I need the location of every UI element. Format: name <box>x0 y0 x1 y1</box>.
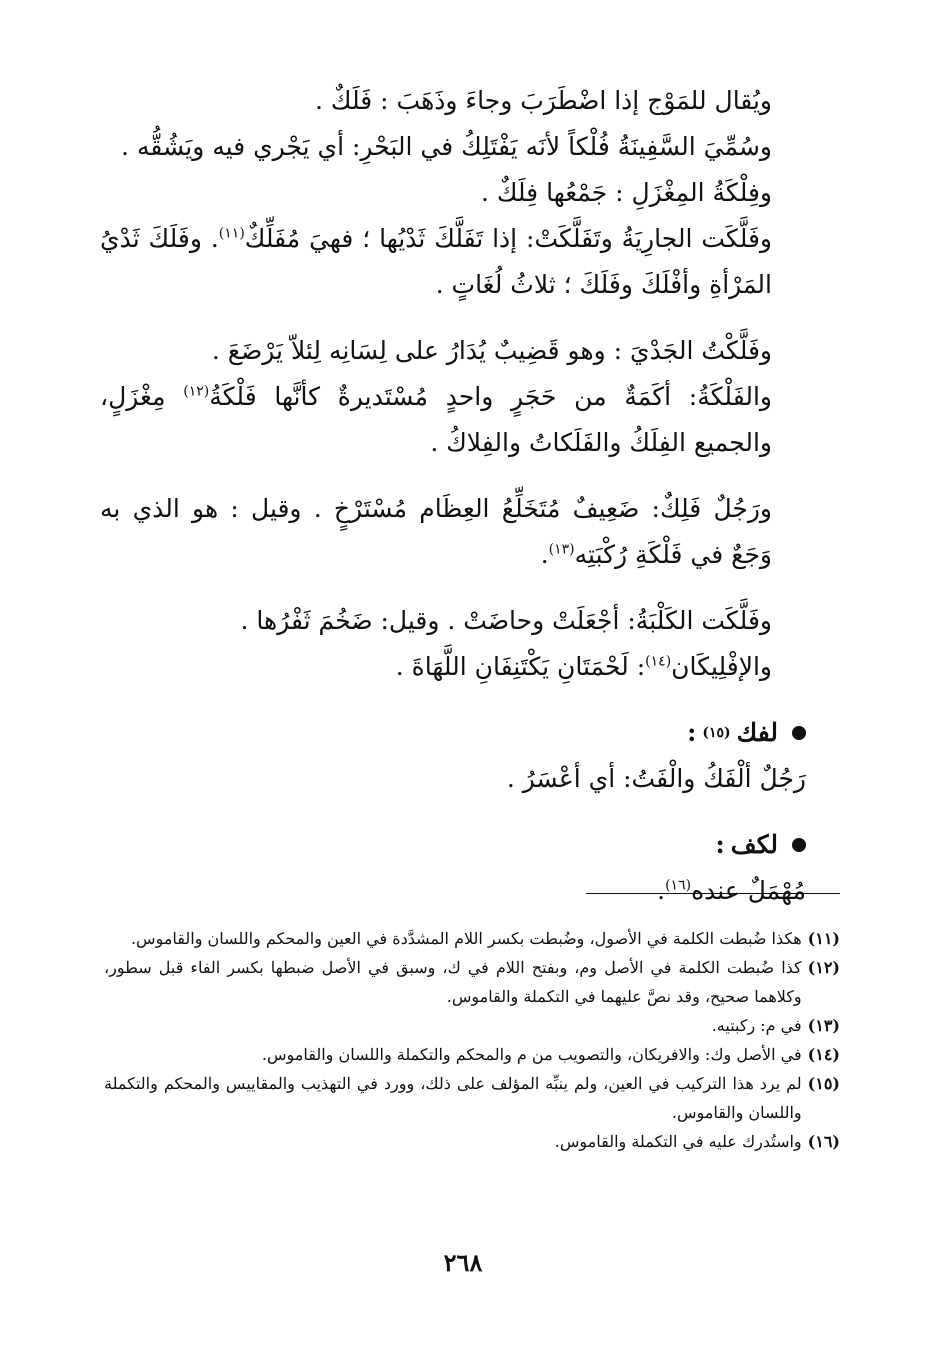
footnote-15: (١٥) لم يرد هذا التركيب في العين، ولم ينبِّه المؤلف على ذلك، وورد في التهذيب والمقاييس والمحكم والتكملة واللسان والقاموس. <box>104 1074 840 1122</box>
page-number: ٢٦٨ <box>443 1248 483 1277</box>
paragraph-kalba: وفَلَّكَت الكَلْبَةُ: أجْعَلَتْ وحاضَتْ . وقيل: ضَخُمَ ثَفْرُها . <box>240 606 772 635</box>
paragraph-muhmal: مُهْمَلٌ عنده$^{(١٦)}$. <box>657 876 806 905</box>
paragraph-safina: وسُمِّيَ السَّفِينَةُ فُلْكاً لأنَه يَفْتَلِكُ في البَحْرِ: أي يَجْري فيه ويَشُقُّه . <box>121 132 772 161</box>
paragraph-filkat-mighzal: وفِلْكَةُ المِغْزَلِ : جَمْعُها فِلَكٌ . <box>480 178 772 207</box>
footnote-12: (١٢) كذا ضُبطت الكلمة في الأصل وم، وبفتح اللام في ك، وسبق في الأصل ضبطها بكسر الفاء قبل سطور، وكلاهما صحيح، وقد نصَّ عليهما في التكملة والقاموس. <box>104 958 840 1006</box>
footnote-14: (١٤) في الأصل وك: والافريكان، والتصويب من م والمحكم والتكملة واللسان والقاموس. <box>261 1045 840 1064</box>
footnotes <box>104 924 840 1156</box>
paragraph-iflikan: والإفْلِيكَان$^{(١٤)}$: لَحْمَتَانِ يَكْتَنِفَانِ اللَّهَاةَ . <box>395 652 772 681</box>
entry-heading-label: لفك <box>736 718 778 747</box>
spacer <box>100 466 806 486</box>
entry-heading-lakaf: لكف : <box>100 822 806 868</box>
entry-heading-lafak: لفك (١٥) : <box>100 710 806 756</box>
paragraph-jady: وفَلَّكْتُ الجَدْيَ : وهو قَضِيبٌ يُدَارُ على لِسَانِه لِئلاّ يَرْضَعَ . <box>211 336 772 365</box>
entry-heading-label: لكف <box>730 830 778 859</box>
paragraph-falka: والفَلْكَةُ: أكَمَةٌ من حَجَرٍ واحدٍ مُسْتَديرةٌ كأنَّها فَلْكَةُ$^{(١٢)}$ مِغْزَلٍ، والجميع الفِلَكُ والفَلَكاتُ والفِلاكُ . <box>100 382 772 457</box>
bullet-icon <box>792 726 806 740</box>
footnote-13: (١٣) في م: ركبتيه. <box>711 1016 840 1035</box>
paragraph-alfak: رَجُلٌ ألْفَكُ والْفَتُ: أي أعْسَرُ . <box>506 764 806 793</box>
footnote-ref-11[interactable]: (١١) <box>218 225 245 242</box>
footnote-ref-13[interactable]: (١٣) <box>548 541 575 558</box>
spacer <box>100 802 806 822</box>
main-text <box>100 78 806 914</box>
footnote-ref-14[interactable]: (١٤) <box>645 653 672 670</box>
paragraph-jariya: وفَلَّكَت الجارِيَةُ وتَفَلَّكَتْ: إذا تَفَلَّكَ ثَدْيُها ؛ فهيَ مُفَلِّكٌ$^{(١١)}$. وفَلَكَ ثَدْيُ المَرْأةِ وأفْلَكَ وفَلَكَ ؛ ثلاثُ لُغَاتٍ . <box>100 224 773 299</box>
paragraph-rajul-falik: ورَجُلٌ فَلِكٌ: ضَعِيفٌ مُتَخَلِّعُ العِظَام مُسْتَرْخٍ . وقيل : هو الذي به وَجَعٌ في فَلْكَةِ رُكْبَتِه$^{(١٣)}$. <box>100 494 772 569</box>
spacer <box>100 578 806 598</box>
spacer <box>100 308 806 328</box>
spacer <box>100 690 806 710</box>
footnote-11: (١١) هكذا ضُبطت الكلمة في الأصول، وضُبطت بكسر اللام المشدَّدة في العين والمحكم واللسان والقاموس. <box>130 929 840 948</box>
footnote-ref-12[interactable]: (١٢) <box>183 383 210 400</box>
footnote-separator <box>586 893 840 894</box>
paragraph-mawj: ويُقال للمَوْج إذا اضْطَرَبَ وجاءَ وذَهَبَ : فَلَكٌ . <box>315 86 772 115</box>
footnote-16: (١٦) واستُدرك عليه في التكملة والقاموس. <box>554 1132 840 1151</box>
bullet-icon <box>792 838 806 852</box>
footnote-ref-16[interactable]: (١٦) <box>665 877 692 894</box>
